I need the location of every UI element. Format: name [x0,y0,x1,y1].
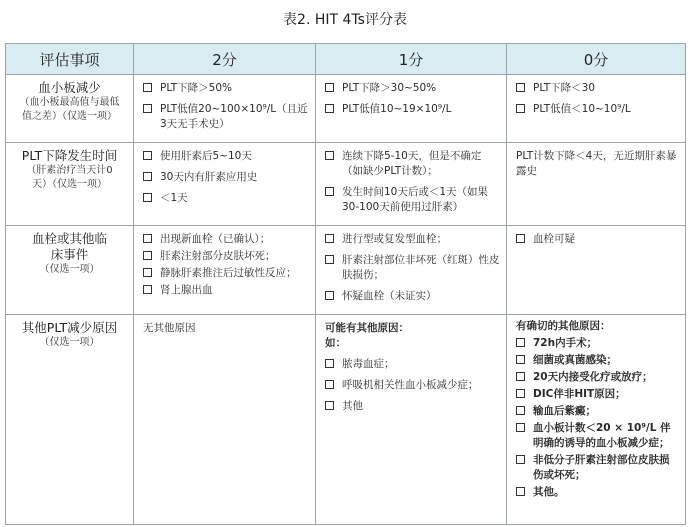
checkbox[interactable] [516,423,525,432]
option-label: PLT低值20~100×10⁹/L（且近3天无手术史） [160,103,308,130]
item-cell [6,315,134,525]
option[interactable] [143,266,309,281]
checkbox[interactable] [516,487,525,496]
option[interactable] [516,232,679,247]
option[interactable] [516,81,679,96]
option-label: 肾上腺出血 [160,284,213,296]
option-text: PLT计数下降＜4天，无近期肝素暴露史 [516,150,677,177]
score-1-cell [316,315,507,525]
option[interactable] [325,357,500,372]
item-title: 血栓或其他临床事件 [31,231,107,262]
option-label: DIC伴非HIT原因； [533,388,626,400]
option-label: 非低分子肝素注射部位皮肤损伤或坏死； [533,454,670,481]
score-0-cell [507,315,686,525]
option[interactable] [516,353,679,368]
option-label: PLT下降＞50% [160,82,232,94]
row-other-causes [6,315,686,525]
item-title: 其他PLT减少原因 [21,320,118,335]
score-0-cell [507,226,686,315]
checkbox[interactable] [143,172,152,181]
cell-heading: 有确切的其他原因： [516,320,611,332]
score-1-cell [316,75,507,143]
option-label: 肝素注射部位非坏死（红斑）性皮肤损伤； [342,254,500,281]
option[interactable] [325,289,500,304]
checkbox[interactable] [516,455,525,464]
option[interactable] [325,185,500,215]
option[interactable] [325,81,500,96]
option-label: 怀疑血栓（未证实） [342,290,437,302]
header-item: 评估事项 [6,44,134,75]
option-label: ＜1天 [160,192,188,204]
item-note: （血小板最高值与最低值之差）（仅选一项） [19,97,120,122]
option[interactable] [143,170,309,185]
option[interactable] [516,485,679,500]
checkbox[interactable] [516,83,525,92]
option[interactable] [516,336,679,351]
score-2-cell [134,143,316,226]
option-label: 其他 [342,400,363,412]
option-label: 血小板计数＜20 × 10⁹/L 伴明确的诱导的血小板减少症； [533,422,671,449]
option-label: 进行型或复发型血栓； [342,233,447,245]
checkbox[interactable] [325,104,334,113]
option[interactable] [143,191,309,206]
option[interactable] [325,102,500,117]
item-cell [6,143,134,226]
score-1-cell [316,143,507,226]
checkbox[interactable] [516,338,525,347]
score-2-cell [134,315,316,525]
option[interactable] [325,149,500,179]
option-label: 肝素注射部分皮肤坏死； [160,250,276,262]
option-label: 出现新血栓（已确认）； [160,233,271,245]
header-1-point: 1分 [316,44,507,75]
option[interactable] [516,370,679,385]
checkbox[interactable] [516,234,525,243]
checkbox[interactable] [143,151,152,160]
checkbox[interactable] [325,380,334,389]
checkbox[interactable] [325,234,334,243]
checkbox[interactable] [143,285,152,294]
option[interactable] [516,387,679,402]
row-timing [6,143,686,226]
item-cell [6,75,134,143]
checkbox[interactable] [143,104,152,113]
header-0-points: 0分 [507,44,686,75]
option[interactable] [516,453,679,483]
option-label: 输血后紫癜； [533,405,596,417]
option[interactable] [325,253,500,283]
option-label: PLT下降＜30 [533,82,596,94]
option[interactable] [143,249,309,264]
option-label: 20天内接受化疗或放疗； [533,371,653,383]
checkbox[interactable] [325,187,334,196]
checkbox[interactable] [325,151,334,160]
option-label: PLT低值10~19×10⁹/L [342,103,452,115]
checkbox[interactable] [143,234,152,243]
option[interactable] [143,149,309,164]
option-label: 静脉肝素推注后过敏性反应； [160,267,297,279]
option[interactable] [143,102,309,132]
score-0-cell [507,75,686,143]
option[interactable] [516,421,679,451]
option-label: PLT下降＞30~50% [342,82,437,94]
checkbox[interactable] [325,255,334,264]
checkbox[interactable] [325,291,334,300]
checkbox[interactable] [143,83,152,92]
item-note: （仅选一项） [39,264,100,275]
item-title: PLT下降发生时间 [21,148,118,163]
option-label: 血栓可疑 [533,233,575,245]
item-note: （仅选一项） [39,337,100,348]
item-cell [6,226,134,315]
header-row [6,44,686,75]
option[interactable] [325,232,500,247]
option-label: 使用肝素后5~10天 [160,150,252,162]
cell-heading-line: 可能有其他原因： [325,322,409,334]
4ts-score-table [5,43,686,525]
checkbox[interactable] [516,372,525,381]
cell-heading-sub: 如： [325,337,346,349]
option-label: 连续下降5-10天，但是不确定（如缺少PLT计数）； [342,150,482,177]
table-title: 表2. HIT 4Ts评分表 [283,12,407,28]
option[interactable] [143,283,309,298]
item-note: （肝素治疗当天计0天）（仅选一项） [26,165,113,190]
checkbox[interactable] [516,104,525,113]
option-label: 30天内有肝素应用史 [160,171,258,183]
option[interactable] [325,399,500,414]
row-thrombocytopenia [6,75,686,143]
option-label: 细菌或真菌感染； [533,354,617,366]
checkbox[interactable] [516,406,525,415]
option-label: PLT低值＜10~10⁹/L [533,103,631,115]
option-label: 呼吸机相关性血小板减少症； [342,379,479,391]
option[interactable] [325,378,500,393]
item-title: 血小板减少 [38,80,101,95]
option-label: 其他。 [533,486,565,498]
option-label: 脓毒血症； [342,358,395,370]
option[interactable] [143,232,309,247]
option-text: 无其他原因 [143,322,196,334]
cell-heading [325,321,500,351]
score-0-cell [507,143,686,226]
option[interactable] [143,81,309,96]
row-thrombosis [6,226,686,315]
checkbox[interactable] [516,389,525,398]
checkbox[interactable] [143,268,152,277]
option[interactable] [516,102,679,117]
score-2-cell [134,226,316,315]
checkbox[interactable] [325,359,334,368]
option-label: 发生时间10天后或＜1天（如果30-100天前使用过肝素） [342,186,489,213]
score-2-cell [134,75,316,143]
checkbox[interactable] [143,193,152,202]
header-2-points: 2分 [134,44,316,75]
checkbox[interactable] [143,251,152,260]
checkbox[interactable] [516,355,525,364]
score-1-cell [316,226,507,315]
checkbox[interactable] [325,83,334,92]
checkbox[interactable] [325,401,334,410]
option[interactable] [516,404,679,419]
option-label: 72h内手术； [533,337,598,349]
